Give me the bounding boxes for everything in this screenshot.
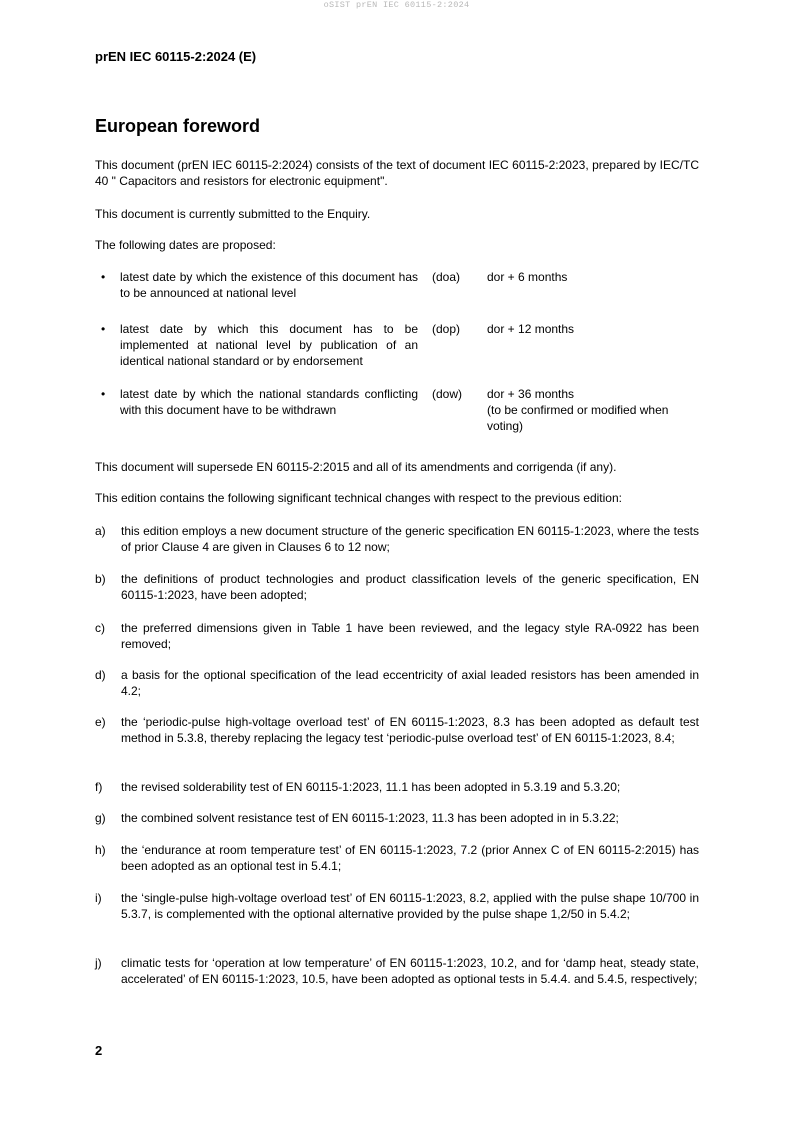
bullet: •	[101, 387, 106, 401]
date-code: (dop)	[432, 322, 461, 336]
date-code: (doa)	[432, 270, 461, 284]
bullet: •	[101, 270, 106, 284]
date-period-note: (to be confirmed or modified when voting)	[487, 403, 669, 433]
list-label: a)	[95, 524, 106, 538]
supersede-paragraph: This document will supersede EN 60115-2:2015 and all of its amendments and corrigenda (if any).	[95, 460, 617, 474]
list-label: e)	[95, 715, 106, 729]
list-text: the ‘periodic-pulse high-voltage overload test’ of EN 60115-1:2023, 8.3 has been adopted as default test method in 5.3.8, thereby replacing the legacy test ‘periodic-pulse overload test’ of EN 60115-1:2023, 8.4;	[121, 715, 699, 745]
page-title: European foreword	[95, 116, 261, 136]
watermark: oSIST prEN IEC 60115-2:2024	[323, 0, 470, 10]
list-label: f)	[95, 780, 103, 794]
list-label: g)	[95, 811, 106, 825]
changes-intro-paragraph: This edition contains the following significant technical changes with respect to the previous edition:	[95, 491, 622, 505]
list-text: the preferred dimensions given in Table 1 have been reviewed, and the legacy style RA-0922 has been removed;	[121, 621, 699, 651]
list-text: the combined solvent resistance test of EN 60115-1:2023, 11.3 has been adopted in in 5.3.22;	[121, 811, 619, 825]
list-text: climatic tests for ‘operation at low temperature’ of EN 60115-1:2023, 10.2, and for ‘damp heat, steady state, accelerated’ of EN 60115-1:2023, 10.5, have been adopted as optional tests in 5.4.4. and 5.4.5, respectively;	[121, 956, 699, 986]
list-text: this edition employs a new document structure of the generic specification EN 60115-1:2023, where the tests of prior Clause 4 are given in Clauses 6 to 12 now;	[121, 524, 699, 554]
document-reference: prEN IEC 60115-2:2024 (E)	[95, 49, 257, 64]
list-label: c)	[95, 621, 105, 635]
list-label: d)	[95, 668, 106, 682]
date-period	[487, 386, 697, 434]
date-description: latest date by which the existence of this document has to be announced at national level	[120, 270, 418, 300]
date-code: (dow)	[432, 387, 463, 401]
date-period: dor + 6 months	[487, 270, 568, 284]
date-description: latest date by which the national standards conflicting with this document have to be withdrawn	[120, 387, 418, 417]
list-text: a basis for the optional specification of the lead eccentricity of axial leaded resistors has been amended in 4.2;	[121, 668, 699, 698]
date-period-value: dor + 36 months	[487, 387, 575, 401]
list-label: j)	[95, 956, 102, 970]
list-label: i)	[95, 891, 102, 905]
date-period: dor + 12 months	[487, 322, 575, 336]
list-label: h)	[95, 843, 106, 857]
bullet: •	[101, 322, 106, 336]
enquiry-paragraph: This document is currently submitted to the Enquiry.	[95, 207, 371, 221]
date-description: latest date by which this document has to be implemented at national level by publication of an identical national standard or by endorsement	[120, 322, 418, 368]
dates-intro-paragraph: The following dates are proposed:	[95, 238, 276, 252]
list-label: b)	[95, 572, 106, 586]
list-text: the ‘single-pulse high-voltage overload test’ of EN 60115-1:2023, 8.2, applied with the pulse shape 10/700 in 5.3.7, is complemented with the optional alternative provided by the pulse shape 1,2/50 in 5.4.2;	[121, 891, 699, 921]
page-number: 2	[95, 1043, 103, 1058]
intro-paragraph: This document (prEN IEC 60115-2:2024) consists of the text of document IEC 60115-2:2023, prepared by IEC/TC 40 " Capacitors and resistors for electronic equipment".	[95, 158, 699, 188]
list-text: the ‘endurance at room temperature test’ of EN 60115-1:2023, 7.2 (prior Annex C of EN 60115-2:2015) has been adopted as an optional test in 5.4.1;	[121, 843, 699, 873]
list-text: the definitions of product technologies and product classification levels of the generic specification, EN 60115-1:2023, have been adopted;	[121, 572, 699, 602]
list-text: the revised solderability test of EN 60115-1:2023, 11.1 has been adopted in 5.3.19 and 5.3.20;	[121, 780, 621, 794]
